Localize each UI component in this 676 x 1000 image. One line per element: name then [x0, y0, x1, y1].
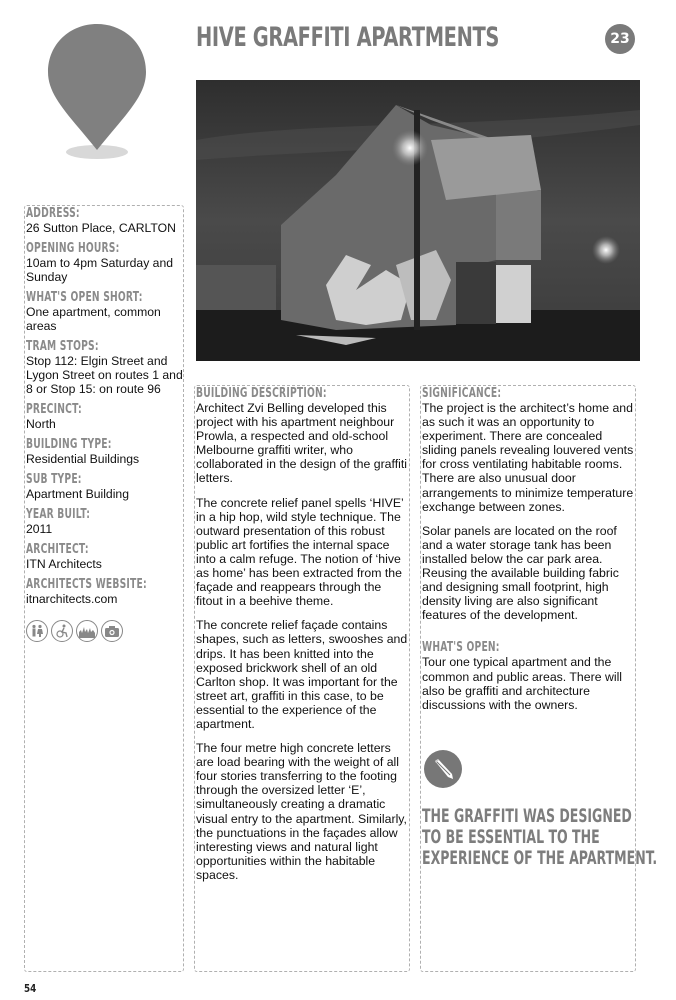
- detail-whats-open-short: [26, 290, 183, 333]
- detail-value: North: [26, 417, 56, 431]
- detail-label: YEAR BUILT:: [26, 506, 91, 522]
- description-paragraph: The four metre high concrete letters are load bearing with the weight of all four stories transferring to the footing through the oversized letter ‘E’, simultaneously creating a dramatic visual entry to the apartment. Similarly, the punctuations in the façades allow interesting views and natural light opportunities within the habitable spaces.: [196, 741, 407, 882]
- significance-paragraph: Solar panels are located on the roof and a water storage tank has been installed below the car park area. Reusing the available building fabric and designing small footprint, high density living are also significant features of the development.: [422, 523, 619, 623]
- accessibility-icon: [51, 620, 73, 642]
- detail-opening-hours: [26, 241, 183, 284]
- page-number: 54: [24, 982, 37, 995]
- detail-value: ITN Architects: [26, 557, 102, 571]
- detail-value: 2011: [26, 522, 53, 536]
- detail-sub-type: [26, 472, 183, 501]
- amenity-icons: [26, 620, 183, 642]
- whats-open-text: Tour one typical apartment and the common and public areas. There will also be graffiti and architecture discussions with the owners.: [422, 655, 623, 712]
- detail-year-built: [26, 507, 183, 536]
- section-label: SIGNIFICANCE:: [422, 385, 502, 401]
- section-label: BUILDING DESCRIPTION:: [196, 385, 327, 401]
- detail-label: ARCHITECTS WEBSITE:: [26, 576, 147, 592]
- detail-label: BUILDING TYPE:: [26, 436, 112, 452]
- pencil-icon: [424, 750, 462, 788]
- page-title: HIVE GRAFFITI APARTMENTS: [196, 22, 500, 53]
- pull-quote-line: TO BE ESSENTIAL TO THE: [422, 825, 600, 848]
- detail-architect: [26, 542, 183, 571]
- detail-value: itnarchitects.com: [26, 592, 118, 606]
- site-number-badge: 23: [605, 24, 635, 54]
- description-paragraph: The concrete relief panel spells ‘HIVE’ in a hip hop, wild style technique. The outward presentation of this robust public art fortifies the internal space into a calm refuge. The notion of ‘hive as home’ has been extracted from the façade and reappears through the fitout in a beehive theme.: [196, 495, 404, 609]
- section-label: WHAT'S OPEN:: [422, 639, 500, 656]
- detail-label: ARCHITECT:: [26, 541, 89, 557]
- detail-label: WHAT'S OPEN SHORT:: [26, 289, 143, 305]
- detail-label: PRECINCT:: [26, 401, 82, 417]
- detail-building-type: [26, 437, 183, 466]
- building-description-panel: [194, 385, 410, 972]
- camera-icon: [101, 620, 123, 642]
- detail-address: [26, 206, 183, 235]
- detail-value: 10am to 4pm Saturday and Sunday: [26, 256, 174, 284]
- pull-quote-line: EXPERIENCE OF THE APARTMENT.: [422, 846, 658, 869]
- detail-label: ADDRESS:: [26, 205, 80, 221]
- detail-tram-stops: [26, 339, 183, 396]
- skyline-icon: [76, 620, 98, 642]
- pull-quote: [422, 804, 658, 869]
- details-panel: [24, 205, 184, 972]
- significance-panel: [420, 385, 658, 972]
- detail-value: 26 Sutton Place, CARLTON: [26, 221, 176, 235]
- detail-value: Residential Buildings: [26, 452, 140, 466]
- detail-architects-website: [26, 577, 183, 606]
- detail-precinct: [26, 402, 183, 431]
- pull-quote-line: THE GRAFFITI WAS DESIGNED: [422, 804, 632, 827]
- detail-value: One apartment, common areas: [26, 305, 161, 333]
- detail-value: Stop 112: Elgin Street and Lygon Street on routes 1 and 8 or Stop 15: on route 96: [26, 354, 183, 396]
- toilets-icon: [26, 620, 48, 642]
- detail-label: TRAM STOPS:: [26, 338, 99, 354]
- detail-value: Apartment Building: [26, 487, 129, 501]
- detail-label: SUB TYPE:: [26, 471, 82, 487]
- significance-paragraph: The project is the architect’s home and as such it was an opportunity to experiment. There are concealed sliding panels revealing louvered vents for cross ventilating habitable rooms. There are also unusual door arrangements to minimize temperature exchange between zones.: [422, 401, 634, 514]
- description-paragraph: The concrete relief façade contains shapes, such as letters, swooshes and drips. It has been knitted into the exposed brickwork shell of an old Carlton shop. It was important for the street art, graffiti in this case, to be essential to the experience of the apartment.: [196, 618, 408, 731]
- detail-label: OPENING HOURS:: [26, 240, 120, 256]
- building-photo: [196, 80, 640, 361]
- description-paragraph: Architect Zvi Belling developed this project with his apartment neighbour Prowla, a respected and old-school Melbourne graffiti writer, who collaborated in the design of the graffiti letters.: [196, 401, 408, 486]
- map-pin-icon: [46, 22, 148, 164]
